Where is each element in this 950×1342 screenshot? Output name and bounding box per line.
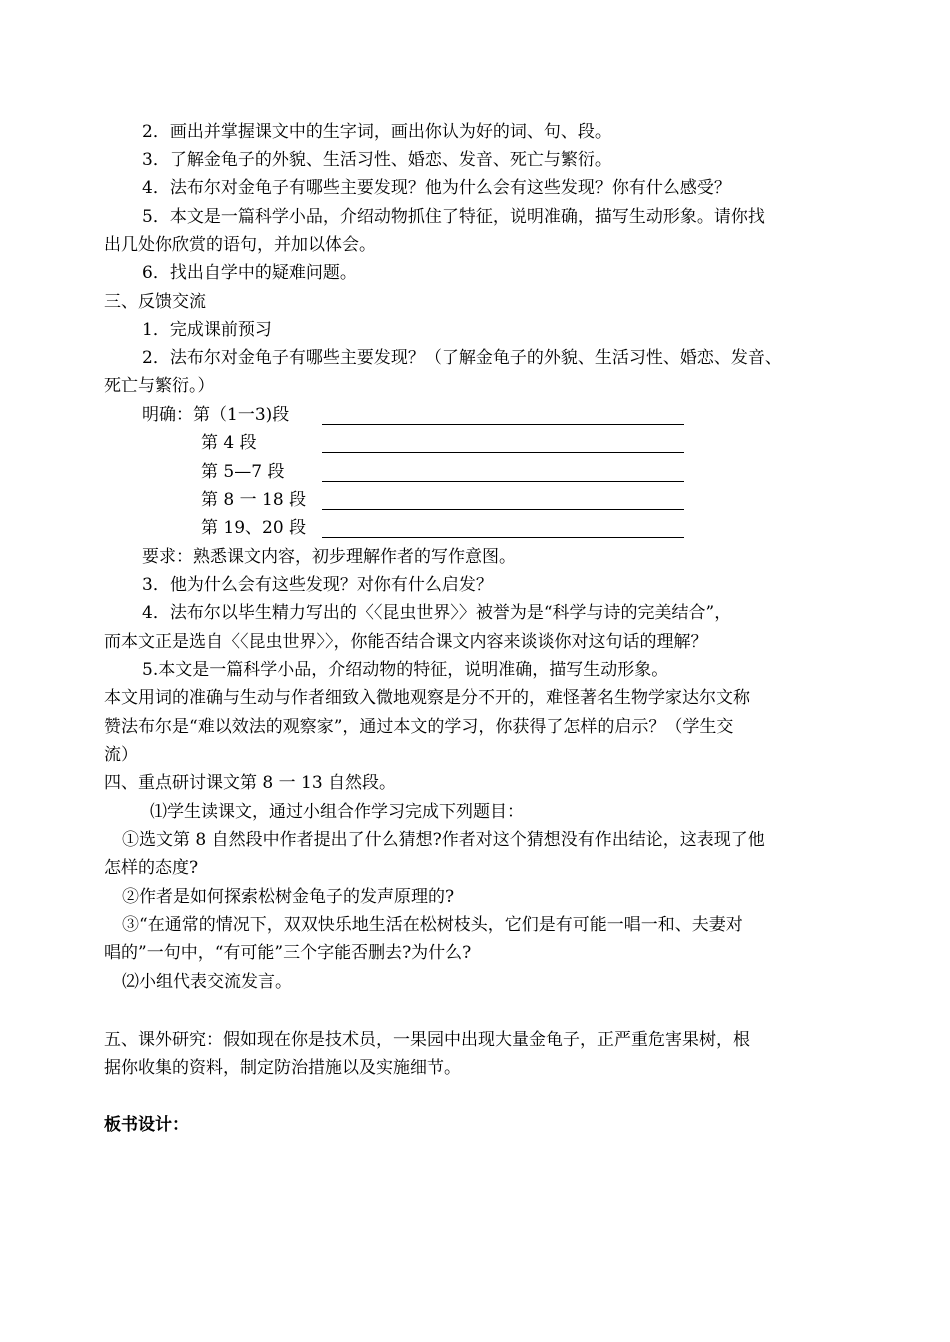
- text-line: 5.本文是一篇科学小品，介绍动物的特征，说明准确，描写生动形象。: [142, 660, 669, 680]
- text-line: 唱的”一句中，“有可能”三个字能否删去?为什么?: [104, 943, 472, 963]
- text-line: ①选文第 8 自然段中作者提出了什么猜想?作者对这个猜想没有作出结论，这表现了他: [122, 830, 765, 850]
- text-line: 死亡与繁衍。）: [104, 376, 215, 396]
- answer-blank-line: [322, 452, 684, 453]
- answer-label: 第 5—7 段: [201, 462, 285, 482]
- text-line: 据你收集的资料，制定防治措施以及实施细节。: [104, 1058, 461, 1078]
- text-line: 2．画出并掌握课文中的生字词，画出你认为好的词、句、段。: [142, 122, 612, 142]
- text-line: ⑴学生读课文，通过小组合作学习完成下列题目：: [150, 802, 524, 822]
- text-line: 怎样的态度?: [104, 858, 199, 878]
- text-line: ②作者是如何探索松树金龟子的发声原理的?: [122, 887, 455, 907]
- section-heading: 四、重点研讨课文第 8 一 13 自然段。: [104, 773, 397, 793]
- answer-blank-line: [322, 509, 684, 510]
- answer-label: 第 4 段: [201, 433, 257, 453]
- text-line: 4．法布尔对金龟子有哪些主要发现？他为什么会有这些发现？你有什么感受？: [142, 178, 731, 198]
- text-line: 2．法布尔对金龟子有哪些主要发现？（了解金龟子的外貌、生活习性、婚恋、发音、: [142, 348, 782, 368]
- text-line: 1．完成课前预习: [142, 320, 272, 340]
- section-heading: 五、课外研究：假如现在你是技术员，一果园中出现大量金龟子，正严重危害果树，根: [104, 1030, 750, 1050]
- answer-blank-line: [322, 481, 684, 482]
- board-design-heading: 板书设计：: [104, 1115, 189, 1135]
- text-line: 赞法布尔是“难以效法的观察家”，通过本文的学习，你获得了怎样的启示？（学生交: [104, 717, 734, 737]
- answer-blank-line: [322, 537, 684, 538]
- text-line: ⑵小组代表交流发言。: [122, 972, 292, 992]
- section-heading: 三、反馈交流: [104, 292, 206, 312]
- answer-label: 明确：第（1一3)段: [142, 405, 290, 425]
- text-line: ③“在通常的情况下，双双快乐地生活在松树枝头，它们是有可能一唱一和、夫妻对: [122, 915, 743, 935]
- text-line: 5．本文是一篇科学小品，介绍动物抓住了特征，说明准确，描写生动形象。请你找: [142, 207, 765, 227]
- text-line: 流）: [104, 745, 138, 765]
- text-line: 4．法布尔以毕生精力写出的〈〈昆虫世界〉〉被誉为是“科学与诗的完美结合”，: [142, 603, 732, 623]
- text-line: 6．找出自学中的疑难问题。: [142, 263, 357, 283]
- text-line: 要求：熟悉课文内容，初步理解作者的写作意图。: [142, 547, 516, 567]
- answer-blank-line: [322, 424, 684, 425]
- text-line: 3．他为什么会有这些发现？对你有什么启发？: [142, 575, 493, 595]
- answer-label: 第 19、20 段: [201, 518, 307, 538]
- text-line: 而本文正是选自〈〈昆虫世界〉〉，你能否结合课文内容来谈谈你对这句话的理解？: [104, 632, 708, 652]
- text-line: 本文用词的准确与生动与作者细致入微地观察是分不开的，难怪著名生物学家达尔文称: [104, 688, 750, 708]
- text-line: 出几处你欣赏的语句，并加以体会。: [104, 235, 376, 255]
- text-line: 3．了解金龟子的外貌、生活习性、婚恋、发音、死亡与繁衍。: [142, 150, 612, 170]
- answer-label: 第 8 一 18 段: [201, 490, 307, 510]
